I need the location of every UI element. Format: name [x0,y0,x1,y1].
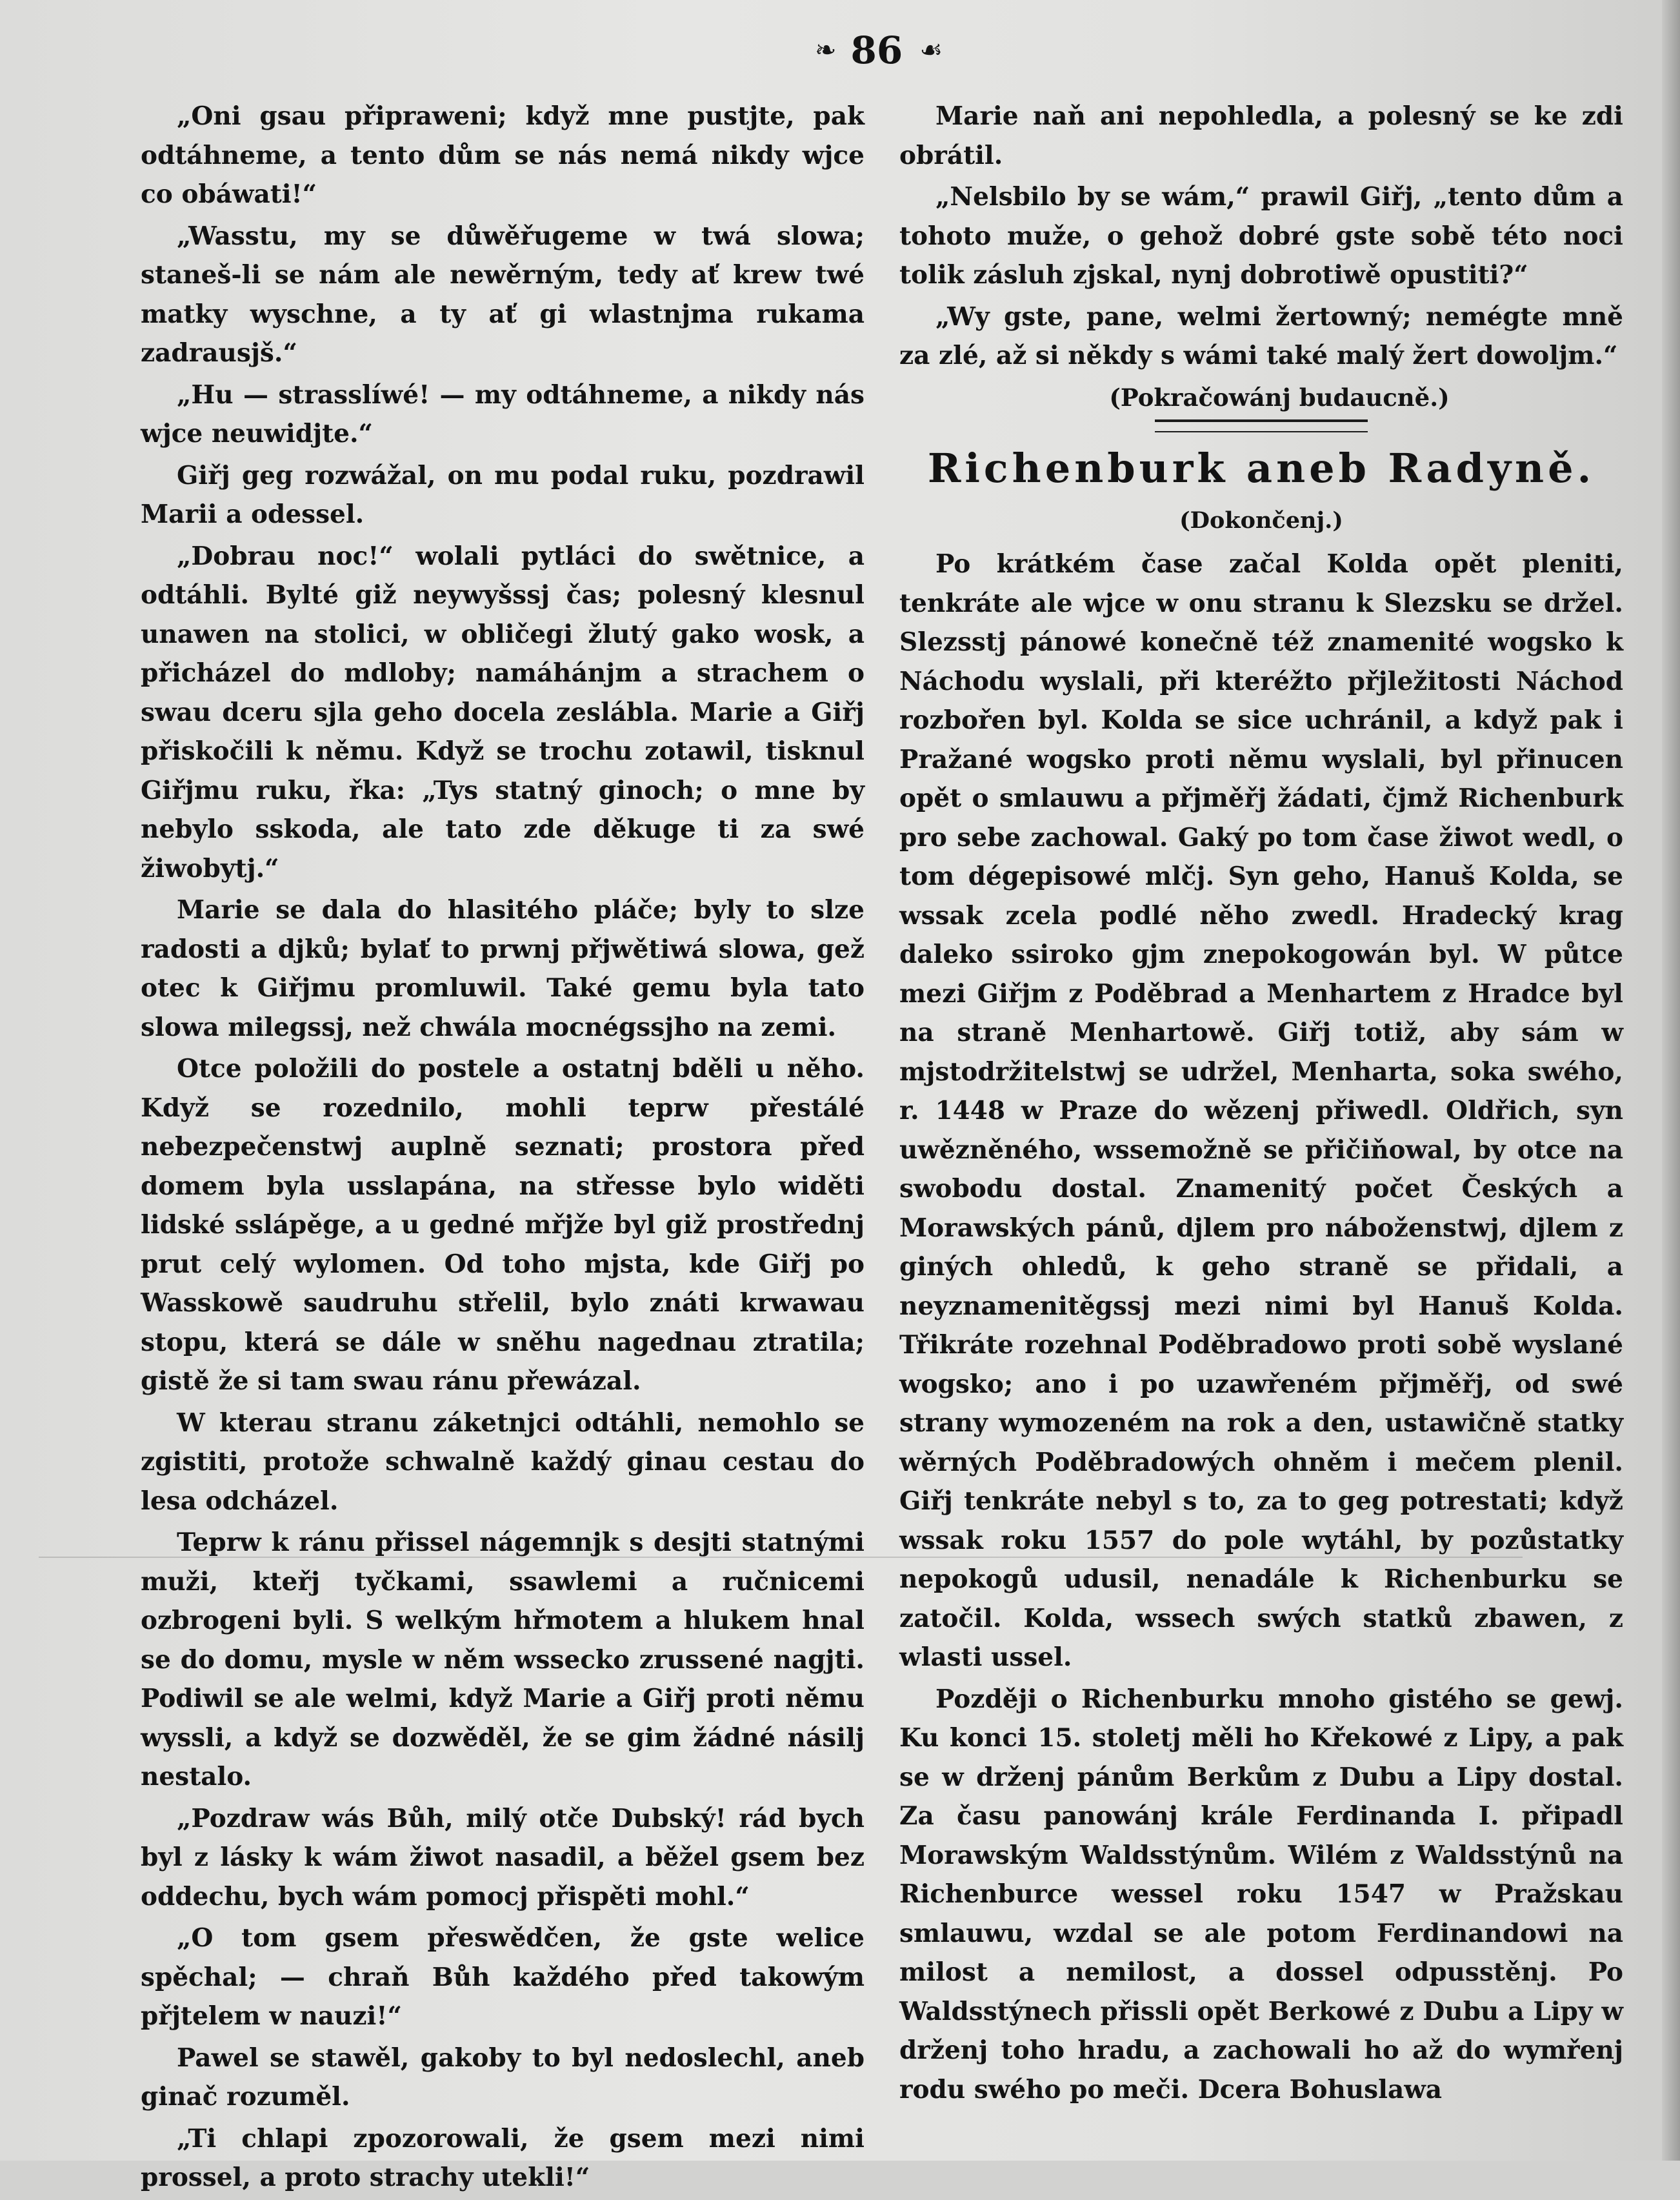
article-title: Richenburk aneb Radyně. [927,445,1595,492]
paragraph: W kterau stranu záketnjci odtáhli, nemohlo se zgistiti, protože schwalně každý ginau cestau do lesa odcházel. [141,1408,865,1516]
paragraph: Teprw k ránu přissel nágemnjk s desjti statnými muži, kteřj tyčkami, ssawlemi a ručnicemi ozbrogeni byli. S welkým hřmotem a hlukem hnal se do domu, mysle w něm wssecko zrussené nagjti. Podiwil se ale welmi, když Marie a Giřj proti němu wyssli, a když se dozwěděl, že se gim žádné násilj nestalo. [141,1528,865,1791]
page-edge-shadow [1662,0,1680,2161]
ornament-right-icon: ☙ [919,35,941,65]
paragraph: „Oni gsau připraweni; když mne pustjte, pak odtáhneme, a tento dům se nás nemá nikdy wjce co obáwati!“ [141,101,865,209]
paragraph: Giřj geg rozwážal, on mu podal ruku, pozdrawil Marii a odessel. [141,460,865,529]
paragraph: „Wasstu, my se důwěřugeme w twá slowa; staneš-li se nám ale newěrným, tedy ať krew twé matky wyschne, a ty ať gi wlastnjma rukama zadrausjš.“ [141,221,865,368]
paragraph: „Dobrau noc!“ wolali pytláci do swětnice, a odtáhli. Bylté giž neywyšssj čas; polesný klesnul unawen na stolici, w obličegi žlutý gako wosk, a přicházel do mdloby; namáhánjm a strachem o swau dceru sjla geho docela zeslábla. Marie a Giřj přiskočili k němu. Když se trochu zotawil, tisknul Giřjmu ruku, řka: „Tys statný ginoch; o mne by nebylo sskoda, ale tato zde děkuge ti za swé žiwobytj.“ [141,541,865,883]
paragraph: Marie naň ani nepohledla, a polesný se ke zdi obrátil. [899,101,1623,170]
continued-note: (Pokračowánj budaucně.) [1109,383,1450,412]
page-header [761,25,994,76]
paragraph: Po krátkém čase začal Kolda opět pleniti, tenkráte ale wjce w onu stranu k Slezsku se držel. Slezsstj pánowé konečně též znamenité wogsko k Náchodu wyslali, při kteréžto přjležitosti Náchod rozbořen byl. Kolda se sice uchránil, a když pak i Pražané wogsko proti němu wyslali, byl přinucen opět o smlauwu a přjměřj žádati, čjmž Richenburk pro sebe zachowal. Gaký po tom čase žiwot wedl, o tom dégepisowé mlčj. Syn geho, Hanuš Kolda, se wssak zcela podlé něho zwedl. Hradecký krag daleko ssiroko gjm znepokogowán byl. W půtce mezi Giřjm z Poděbrad a Menhartem z Hradce byl na straně Menhartowě. Giřj totiž, aby sám w mjstodržitelstwj se udržel, Menharta, soka swého, r. 1448 w Praze do wězenj přiwedl. Oldřich, syn uwězněného, wssemožně se přičiňowal, by otce na swobodu dostal. Znamenitý počet Českých a Morawských pánů, djlem pro náboženstwj, djlem z giných ohledů, k geho straně se přidali, a neyznamenitěgssj mezi nimi byl Hanuš Kolda. Třikráte rozehnal Poděbradowo proti sobě wyslané wogsko; ano i po uzawřeném přjměřj, od swé strany wymozeném na rok a den, ustawičně statky wěrných Poděbradowých ohněm i mečem plenil. Giřj tenkráte nebyl s to, za to geg potrestati; když wssak roku 1557 do pole wytáhl, by pozůstatky nepokogů udusil, nenadále k Richenburku se zatočil. Kolda, wssech swých statků zbawen, z wlasti ussel. [899,549,1623,1672]
paragraph: Později o Richenburku mnoho gistého se gewj. Ku konci 15. stoletj měli ho Křekowé z Lipy, a pak se w drženj pánům Berkům z Dubu a Lipy dostal. Za času panowánj krále Ferdinanda I. připadl Morawským Waldsstýnům. Wilém z Waldsstýnů na Richenburce wessel roku 1547 w Pražskau smlauwu, wzdal se ale potom Ferdinandowi na milost a nemilost, a dossel odpusstěnj. Po Waldsstýnech přissli opět Berkowé z Dubu a Lipy w drženj toho hradu, a zachowali ho až do wymřenj rodu swého po meči. Dcera Bohuslawa [899,1684,1623,2104]
paragraph: Otce položili do postele a ostatnj bděli u něho. Když se rozednilo, mohli teprw přestálé nebezpečenstwj auplně seznati; prostora před domem byla usslapána, na střesse bylo widěti lidské sslápěge, a u gedné mřjže byl giž prostřednj prut celý wylomen. Od toho mjsta, kde Giřj po Wasskowě saudruhu střelil, bylo znáti krwawau stopu, která se dále w sněhu nagednau ztratila; gistě že si tam swau ránu přewázal. [141,1054,865,1396]
left-column [141,97,865,2200]
paragraph: Marie se dala do hlasitého pláče; byly to slze radosti a djků; bylať to prwnj přjwětiwá slowa, gež otec k Giřjmu promluwil. Také gemu byla tato slowa milegssj, než chwála mocnégssjho na zemi. [141,895,865,1042]
paragraph: „Hu — strasslíwé! — my odtáhneme, a nikdy nás wjce neuwidjte.“ [141,379,865,449]
paragraph: „O tom gsem přeswědčen, že gste welice spěchal; — chraň Bůh každého před takowým přjtelem w nauzi!“ [141,1923,865,2031]
ornament-left-icon: ❧ [814,35,834,65]
paragraph: „Pozdraw wás Bůh, milý otče Dubský! rád bych byl z lásky k wám žiwot nasadil, a běžel gsem bez oddechu, bych wám pomocj přispěti mohl.“ [141,1803,865,1912]
right-column [899,97,1623,2112]
paragraph: Pawel se stawěl, gakoby to byl nedoslechl, aneb ginač rozuměl. [141,2043,865,2112]
paragraph: „Ti chlapi zpozorowali, že gsem mezi nimi prossel, a proto strachy utekli!“ [141,2123,865,2192]
paragraph: „Nelsbilo by se wám,“ prawil Giřj, „tento dům a tohoto muže, o gehož dobré gste sobě této noci tolik zásluh zjskal, nynj dobrotiwě opustiti?“ [899,182,1623,290]
page-number: 86 [850,28,903,72]
article-subtitle: (Dokončenj.) [1179,507,1343,534]
paragraph: „Wy gste, pane, welmi žertowný; nemégte mně za zlé, až si někdy s wámi také malý žert dowoljm.“ [899,301,1623,370]
section-divider [1155,419,1368,432]
